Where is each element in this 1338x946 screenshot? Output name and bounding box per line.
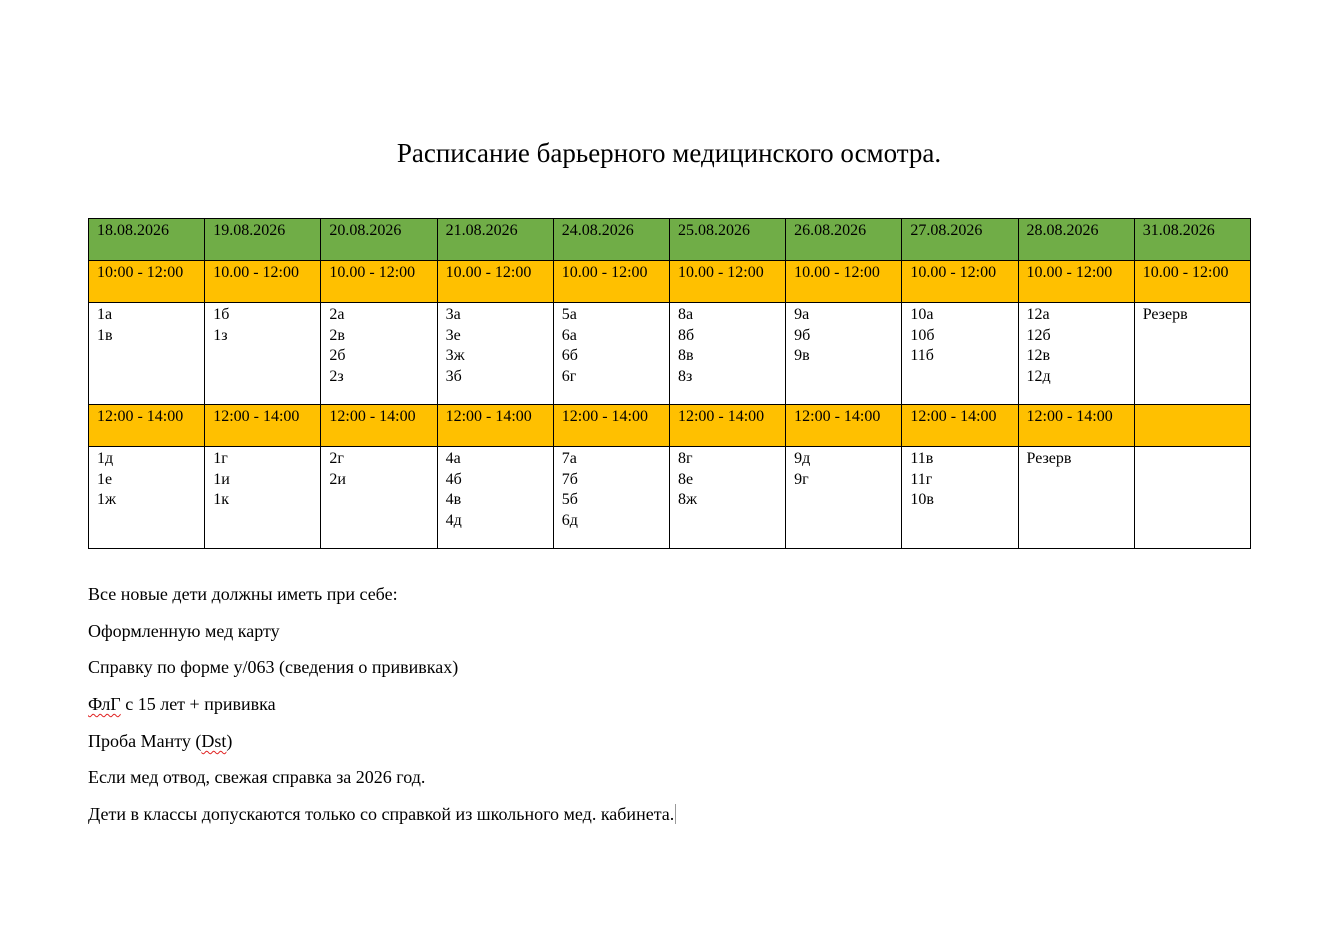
class-name: Резерв <box>1142 306 1188 323</box>
midday-classes-row <box>89 447 1251 549</box>
schedule-table <box>88 218 1251 549</box>
date-header-row <box>89 219 1251 261</box>
class-name: 9а <box>794 306 810 323</box>
class-name: 9г <box>794 470 809 488</box>
note-mantoux-test <box>88 730 1251 767</box>
time-slot-cell: 12:00 - 14:00 <box>89 405 205 447</box>
page-title: Расписание барьерного медицинского осмотра. <box>396 138 942 168</box>
spellcheck-word-flg: ФлГ <box>88 694 121 715</box>
date-cell: 24.08.2026 <box>553 219 669 261</box>
class-name: 8е <box>677 470 694 488</box>
time-slot-cell: 12:00 - 14:00 <box>553 405 669 447</box>
note-admission-text: Дети в классы допускаются только со справкой из школьного мед. кабинета. <box>88 804 675 825</box>
note-vaccination-certificate: Справку по форме у/063 (сведения о прививках) <box>88 657 459 678</box>
class-list-cell <box>321 303 437 405</box>
class-name: 3а <box>445 306 461 323</box>
class-name: 8з <box>677 367 693 385</box>
class-list-cell <box>1018 447 1134 549</box>
class-list-cell <box>89 303 205 405</box>
note-mantoux-text: Проба Манту ( <box>88 730 202 751</box>
class-name: 4а <box>445 450 461 467</box>
class-name: 1к <box>213 491 229 508</box>
class-name: 4в <box>445 491 462 508</box>
class-name: 8в <box>677 347 694 364</box>
class-name: 10а <box>910 306 934 323</box>
class-name: 10б <box>910 326 935 344</box>
class-name: 6а <box>561 326 577 344</box>
morning-classes-row <box>89 303 1251 405</box>
date-cell: 31.08.2026 <box>1134 219 1250 261</box>
class-name: 5а <box>561 306 577 323</box>
class-list-cell <box>437 447 553 549</box>
time-slot-cell: 10.00 - 12:00 <box>205 261 321 303</box>
class-list-cell <box>1134 303 1250 405</box>
class-name: 11в <box>910 450 934 467</box>
time-slot-cell: 10.00 - 12:00 <box>669 261 785 303</box>
class-name: 1з <box>213 326 228 344</box>
class-list-cell <box>669 303 785 405</box>
time-slot-cell: 10.00 - 12:00 <box>1134 261 1250 303</box>
class-name: 12д <box>1026 367 1051 385</box>
class-list-cell <box>553 303 669 405</box>
requirements-notes <box>88 583 1251 840</box>
date-cell: 27.08.2026 <box>902 219 1018 261</box>
class-list-cell <box>1018 303 1134 405</box>
time-slot-cell: 12:00 - 14:00 <box>321 405 437 447</box>
class-name: 7б <box>561 470 578 488</box>
class-name: 3ж <box>445 347 465 364</box>
time-slot-cell: 10.00 - 12:00 <box>902 261 1018 303</box>
class-name: 6д <box>561 511 578 529</box>
class-list-cell <box>321 447 437 549</box>
class-name: 1и <box>213 470 230 488</box>
class-name: 5б <box>561 491 578 508</box>
class-list-cell <box>437 303 553 405</box>
class-name: Резерв <box>1026 450 1072 467</box>
time-slot-cell: 10.00 - 12:00 <box>321 261 437 303</box>
midday-slot-row <box>89 405 1251 447</box>
class-name: 1б <box>213 306 230 323</box>
class-name: 1в <box>97 326 113 344</box>
class-name: 3е <box>445 326 461 344</box>
class-name: 8ж <box>677 491 697 508</box>
note-fluorography <box>88 693 1251 730</box>
date-cell: 19.08.2026 <box>205 219 321 261</box>
class-name: 2б <box>329 347 346 364</box>
date-cell: 18.08.2026 <box>89 219 205 261</box>
date-cell: 28.08.2026 <box>1018 219 1134 261</box>
note-medical-exemption: Если мед отвод, свежая справка за 2026 год. <box>88 767 426 788</box>
time-slot-cell: 12:00 - 14:00 <box>786 405 902 447</box>
class-name: 7а <box>561 450 577 467</box>
class-name: 9д <box>794 450 811 467</box>
class-name: 11г <box>910 470 933 488</box>
class-name: 4б <box>445 470 462 488</box>
class-list-cell <box>89 447 205 549</box>
class-name: 2в <box>329 326 345 344</box>
morning-slot-row <box>89 261 1251 303</box>
time-slot-cell: 10:00 - 12:00 <box>89 261 205 303</box>
time-slot-cell: 10.00 - 12:00 <box>1018 261 1134 303</box>
time-slot-cell <box>1134 405 1250 447</box>
class-name: 12в <box>1026 347 1051 364</box>
class-name: 10в <box>910 491 934 508</box>
spellcheck-word-dst: Dst <box>201 730 227 751</box>
class-list-cell <box>902 447 1018 549</box>
date-cell: 26.08.2026 <box>786 219 902 261</box>
class-name: 11б <box>910 347 934 364</box>
time-slot-cell: 12:00 - 14:00 <box>902 405 1018 447</box>
date-cell: 21.08.2026 <box>437 219 553 261</box>
class-name: 9в <box>794 347 810 364</box>
class-name: 1а <box>97 306 113 323</box>
time-slot-cell: 12:00 - 14:00 <box>1018 405 1134 447</box>
note-admission-rule[interactable] <box>88 803 1251 840</box>
note-fluorography-text: с 15 лет + прививка <box>120 694 276 715</box>
time-slot-cell: 10.00 - 12:00 <box>437 261 553 303</box>
text-cursor <box>675 804 676 824</box>
class-list-cell <box>786 303 902 405</box>
class-name: 12а <box>1026 306 1050 323</box>
class-name: 9б <box>794 326 811 344</box>
class-name: 12б <box>1026 326 1051 344</box>
class-list-cell <box>902 303 1018 405</box>
time-slot-cell: 12:00 - 14:00 <box>437 405 553 447</box>
date-cell: 25.08.2026 <box>669 219 785 261</box>
class-list-cell <box>205 303 321 405</box>
date-cell: 20.08.2026 <box>321 219 437 261</box>
class-name: 2а <box>329 306 345 323</box>
class-name: 1е <box>97 470 113 488</box>
notes-intro: Все новые дети должны иметь при себе: <box>88 584 398 604</box>
class-name: 1д <box>97 450 114 467</box>
class-name: 2г <box>329 450 344 467</box>
class-name: 1г <box>213 450 228 467</box>
class-name: 4д <box>445 511 462 529</box>
class-name: 8г <box>677 450 693 467</box>
class-list-cell <box>669 447 785 549</box>
class-name: 6б <box>561 347 578 364</box>
class-name: 2з <box>329 367 344 385</box>
time-slot-cell: 10.00 - 12:00 <box>553 261 669 303</box>
class-list-cell <box>553 447 669 549</box>
class-list-cell <box>786 447 902 549</box>
class-name: 6г <box>561 367 577 385</box>
class-name: 3б <box>445 367 462 385</box>
class-name: 8б <box>677 326 695 344</box>
class-list-cell <box>205 447 321 549</box>
time-slot-cell: 12:00 - 14:00 <box>669 405 785 447</box>
note-mantoux-close: ) <box>226 730 233 751</box>
time-slot-cell: 10.00 - 12:00 <box>786 261 902 303</box>
class-name: 1ж <box>97 491 117 508</box>
class-name: 2и <box>329 470 346 488</box>
class-name: 8а <box>677 306 694 323</box>
note-medical-card: Оформленную мед карту <box>88 620 280 641</box>
time-slot-cell: 12:00 - 14:00 <box>205 405 321 447</box>
class-list-cell <box>1134 447 1250 549</box>
